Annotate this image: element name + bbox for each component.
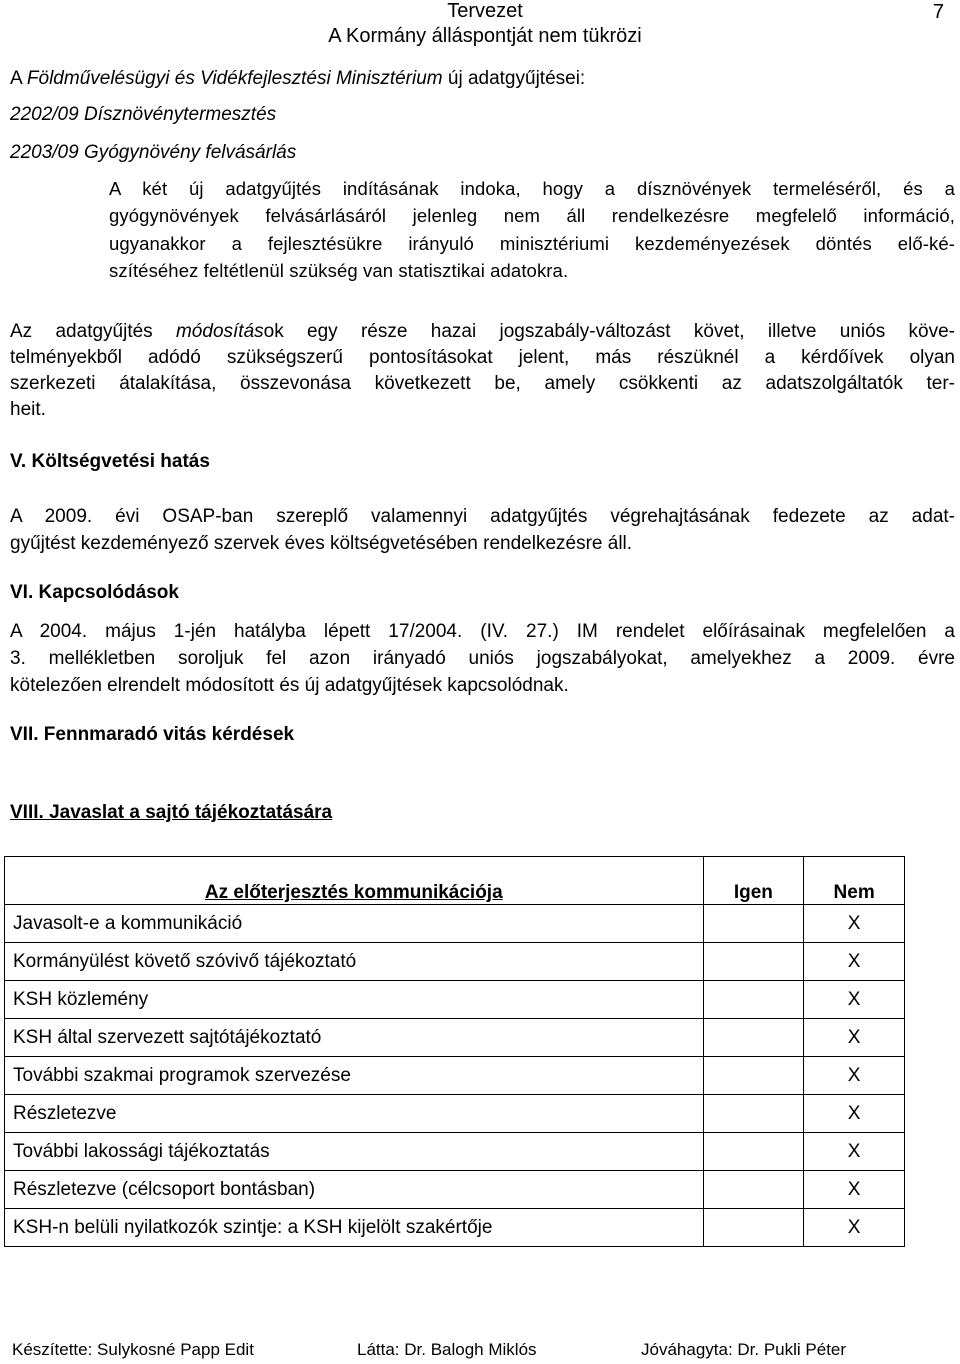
row-yes xyxy=(703,981,804,1019)
section-5-line-2: gyűjtést kezdeményező szervek éves költségvetésében rendelkezésre áll. xyxy=(10,533,633,554)
modification-line-4: heit. xyxy=(10,399,46,420)
section-6-line-3: kötelezően elrendelt módosított és új adatgyűjtések kapcsolódnak. xyxy=(10,675,569,696)
communication-table xyxy=(4,856,905,1247)
footer-seen-by: Látta: Dr. Balogh Miklós xyxy=(357,1340,537,1359)
table-header-row xyxy=(5,857,905,905)
section-7-title: VII. Fennmaradó vitás kérdések xyxy=(10,724,295,745)
survey-item-1: 2202/09 Dísznövénytermesztés xyxy=(10,104,277,125)
row-label: KSH közlemény xyxy=(5,981,704,1019)
row-yes xyxy=(703,943,804,981)
ministry-line: A Földművelésügyi és Vidékfejlesztési Minisztérium új adatgyűjtései: xyxy=(10,68,586,89)
page-number: 7 xyxy=(932,1,944,23)
section-8-title: VIII. Javaslat a sajtó tájékoztatására xyxy=(10,802,333,823)
table-row xyxy=(5,1019,905,1057)
table-row xyxy=(5,905,905,943)
modification-line-1: Az adatgyűjtés módosítások egy része hazai jogszabály-változást követ, illetve uniós köve- xyxy=(10,321,955,342)
row-no: X xyxy=(804,1019,905,1057)
row-yes xyxy=(703,1171,804,1209)
section-5-title: V. Költségvetési hatás xyxy=(10,451,210,472)
table-header-yes: Igen xyxy=(703,857,804,905)
reason-line-3: ugyanakkor a fejlesztésükre irányuló minisztériumi kezdeményezések döntés elő-ké- xyxy=(109,233,955,254)
row-label: Részletezve (célcsoport bontásban) xyxy=(5,1171,704,1209)
row-label: KSH-n belüli nyilatkozók szintje: a KSH kijelölt szakértője xyxy=(5,1209,704,1247)
reason-line-2: gyógynövények felvásárlásáról jelenleg nem áll rendelkezésre megfelelő információ, xyxy=(109,205,955,226)
reason-line-4: szítéséhez feltétlenül szükség van statisztikai adatokra. xyxy=(109,260,569,281)
row-no: X xyxy=(804,981,905,1019)
row-no: X xyxy=(804,943,905,981)
footer-approved-by: Jóváhagyta: Dr. Pukli Péter xyxy=(641,1340,847,1359)
table-row xyxy=(5,1133,905,1171)
row-label: További szakmai programok szervezése xyxy=(5,1057,704,1095)
row-yes xyxy=(703,1209,804,1247)
table-header-no: Nem xyxy=(804,857,905,905)
doc-header-subtitle: A Kormány álláspontját nem tükrözi xyxy=(328,25,642,47)
section-6-line-1: A 2004. május 1-jén hatályba lépett 17/2004. (IV. 27.) IM rendelet előírásainak megfelelően a xyxy=(10,621,955,642)
table-row xyxy=(5,1057,905,1095)
table-row xyxy=(5,1171,905,1209)
row-yes xyxy=(703,1133,804,1171)
section-5-line-1: A 2009. évi OSAP-ban szereplő valamennyi adatgyűjtés végrehajtásának fedezete az adat- xyxy=(10,506,955,527)
row-label: Javasolt-e a kommunikáció xyxy=(5,905,704,943)
row-label: KSH által szervezett sajtótájékoztató xyxy=(5,1019,704,1057)
row-yes xyxy=(703,905,804,943)
modification-line-2: telményekből adódó szükségszerű pontosításokat jelent, más részüknél a kérdőívek olyan xyxy=(10,347,955,368)
row-no: X xyxy=(804,1095,905,1133)
row-no: X xyxy=(804,1133,905,1171)
row-label: További lakossági tájékoztatás xyxy=(5,1133,704,1171)
row-yes xyxy=(703,1095,804,1133)
footer-prepared-by: Készítette: Sulykosné Papp Edit xyxy=(12,1340,254,1359)
table-row xyxy=(5,1209,905,1247)
row-no: X xyxy=(804,1171,905,1209)
table-row xyxy=(5,943,905,981)
table-row xyxy=(5,1095,905,1133)
reason-line-1: A két új adatgyűjtés indításának indoka, hogy a dísznövények termeléséről, és a xyxy=(109,178,955,199)
row-yes xyxy=(703,1019,804,1057)
row-label: Részletezve xyxy=(5,1095,704,1133)
table-header-label: Az előterjesztés kommunikációja xyxy=(5,857,704,905)
survey-item-2: 2203/09 Gyógynövény felvásárlás xyxy=(10,142,297,163)
modification-line-3: szerkezeti átalakítása, összevonása következett be, amely csökkenti az adatszolgáltatók ter- xyxy=(10,373,955,394)
row-yes xyxy=(703,1057,804,1095)
doc-header-title: Tervezet xyxy=(447,0,523,22)
section-6-title: VI. Kapcsolódások xyxy=(10,582,179,603)
row-no: X xyxy=(804,1057,905,1095)
row-label: Kormányülést követő szóvivő tájékoztató xyxy=(5,943,704,981)
row-no: X xyxy=(804,905,905,943)
row-no: X xyxy=(804,1209,905,1247)
table-row xyxy=(5,981,905,1019)
section-6-line-2: 3. mellékletben soroljuk fel azon irányadó uniós jogszabályokat, amelyekhez a 2009. évre xyxy=(10,648,955,669)
